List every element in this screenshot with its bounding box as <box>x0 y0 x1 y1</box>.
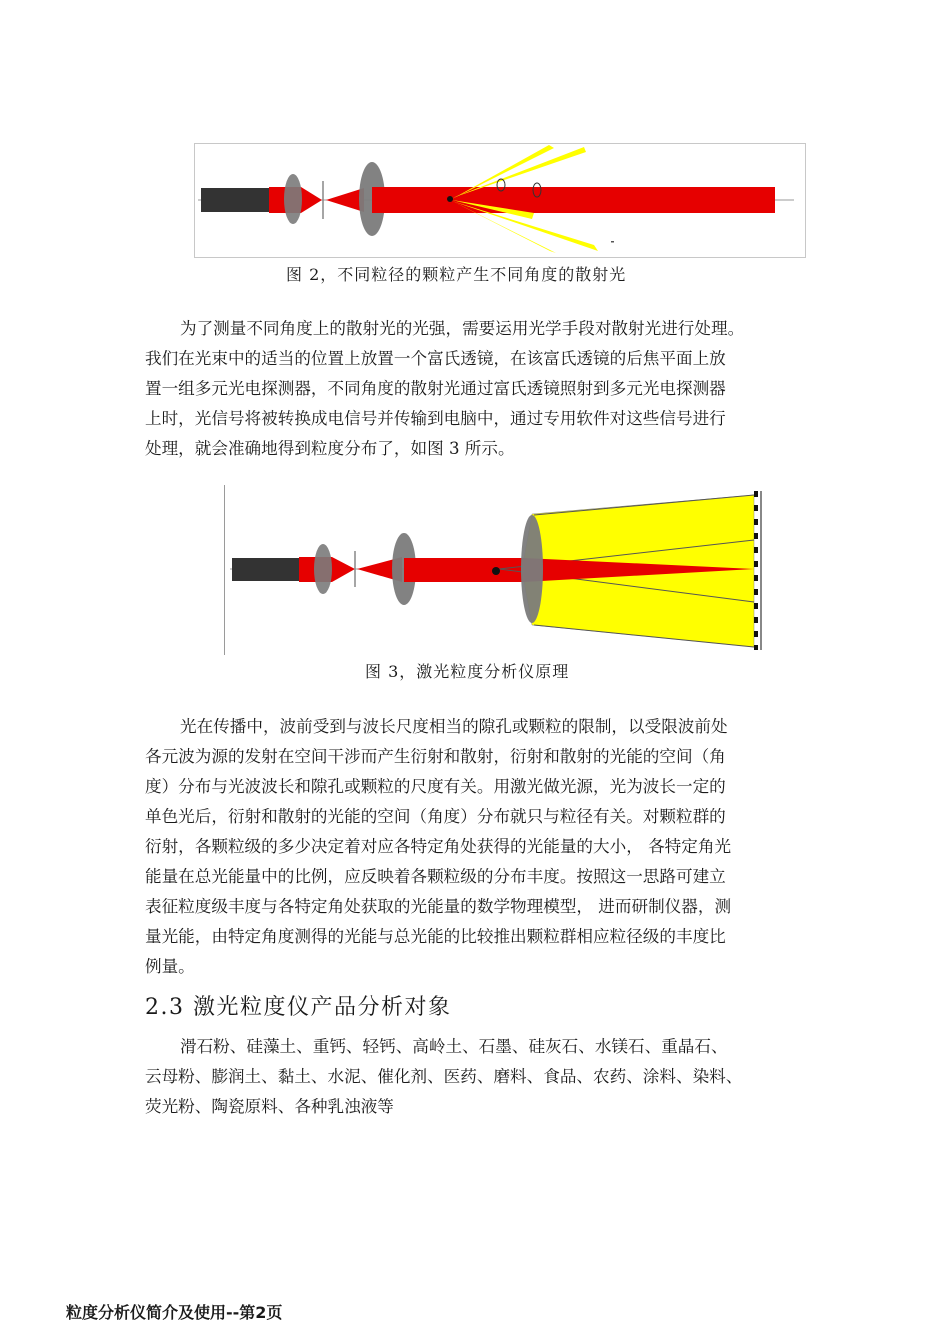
section-heading: 2.3 激光粒度仪产品分析对象 <box>145 995 452 1020</box>
paragraph-line: 各元波为源的发射在空间干涉而产生衍射和散射，衍射和散射的光能的空间（角 <box>145 747 726 766</box>
figure-2-scattering-diagram <box>194 143 806 258</box>
laser-body <box>201 188 269 212</box>
paragraph-line: 滑石粉、硅藻土、重钙、轻钙、高岭土、石墨、硅灰石、水镁石、重晶石、 <box>180 1037 728 1056</box>
fourier-lens <box>521 515 543 623</box>
paragraph-line: 为了测量不同角度上的散射光的光强，需要运用光学手段对散射光进行处理。 <box>180 319 745 338</box>
paragraph-line: 衍射，各颗粒级的多少决定着对应各特定角处获得的光能量的大小， 各特定角光 <box>145 837 732 856</box>
figure-3-caption: 图 3，激光粒度分析仪原理 <box>365 662 570 681</box>
paragraph-analysis-objects <box>145 1032 805 1122</box>
figure-2-caption: 图 2，不同粒径的颗粒产生不同角度的散射光 <box>286 265 627 284</box>
focusing-lens <box>284 174 302 224</box>
paragraph-line: 上时，光信号将被转换成电信号并传输到电脑中，通过专用软件对这些信号进行 <box>145 409 726 428</box>
figure-3-analyzer-principle <box>224 485 766 655</box>
laser-output <box>299 557 314 582</box>
focusing-lens <box>314 544 332 594</box>
laser-body <box>232 558 299 581</box>
particle-cluster <box>492 567 500 575</box>
collimated-beam <box>404 558 534 582</box>
paragraph-diffraction-principle <box>145 712 805 982</box>
paragraph-line: 云母粉、膨润土、黏土、水泥、催化剂、医药、磨料、食品、农药、涂料、染料、 <box>145 1067 743 1086</box>
detector-mark <box>611 241 614 243</box>
paragraph-line: 例量。 <box>145 957 195 976</box>
page-footer: 粒度分析仪简介及使用--第2页 <box>66 1303 283 1322</box>
paragraph-line: 单色光后，衍射和散射的光能的空间（角度）分布就只与粒径有关。对颗粒群的 <box>145 807 726 826</box>
paragraph-line: 度）分布与光波波长和隙孔或颗粒的尺度有关。用激光做光源，光为波长一定的 <box>145 777 726 796</box>
paragraph-line: 表征粒度级丰度与各特定角处获取的光能量的数学物理模型， 进而研制仪器，测 <box>145 897 732 916</box>
particle <box>447 196 453 202</box>
paragraph-line: 处理，就会准确地得到粒度分布了，如图 3 所示。 <box>145 439 515 458</box>
paragraph-line: 置一组多元光电探测器，不同角度的散射光通过富氏透镜照射到多元光电探测器 <box>145 379 726 398</box>
paragraph-line: 量光能，由特定角度测得的光能与总光能的比较推出颗粒群相应粒径级的丰度比 <box>145 927 726 946</box>
paragraph-line: 能量在总光能量中的比例，应反映着各颗粒级的分布丰度。按照这一思路可建立 <box>145 867 726 886</box>
collimated-beam <box>372 187 775 213</box>
paragraph-line: 光在传播中，波前受到与波长尺度相当的隙孔或颗粒的限制，以受限波前处 <box>180 717 728 736</box>
paragraph-scattered-light <box>145 314 805 464</box>
laser-output <box>269 187 284 213</box>
paragraph-line: 我们在光束中的适当的位置上放置一个富氏透镜，在该富氏透镜的后焦平面上放 <box>145 349 726 368</box>
paragraph-line: 荧光粉、陶瓷原料、各种乳浊液等 <box>145 1097 394 1116</box>
